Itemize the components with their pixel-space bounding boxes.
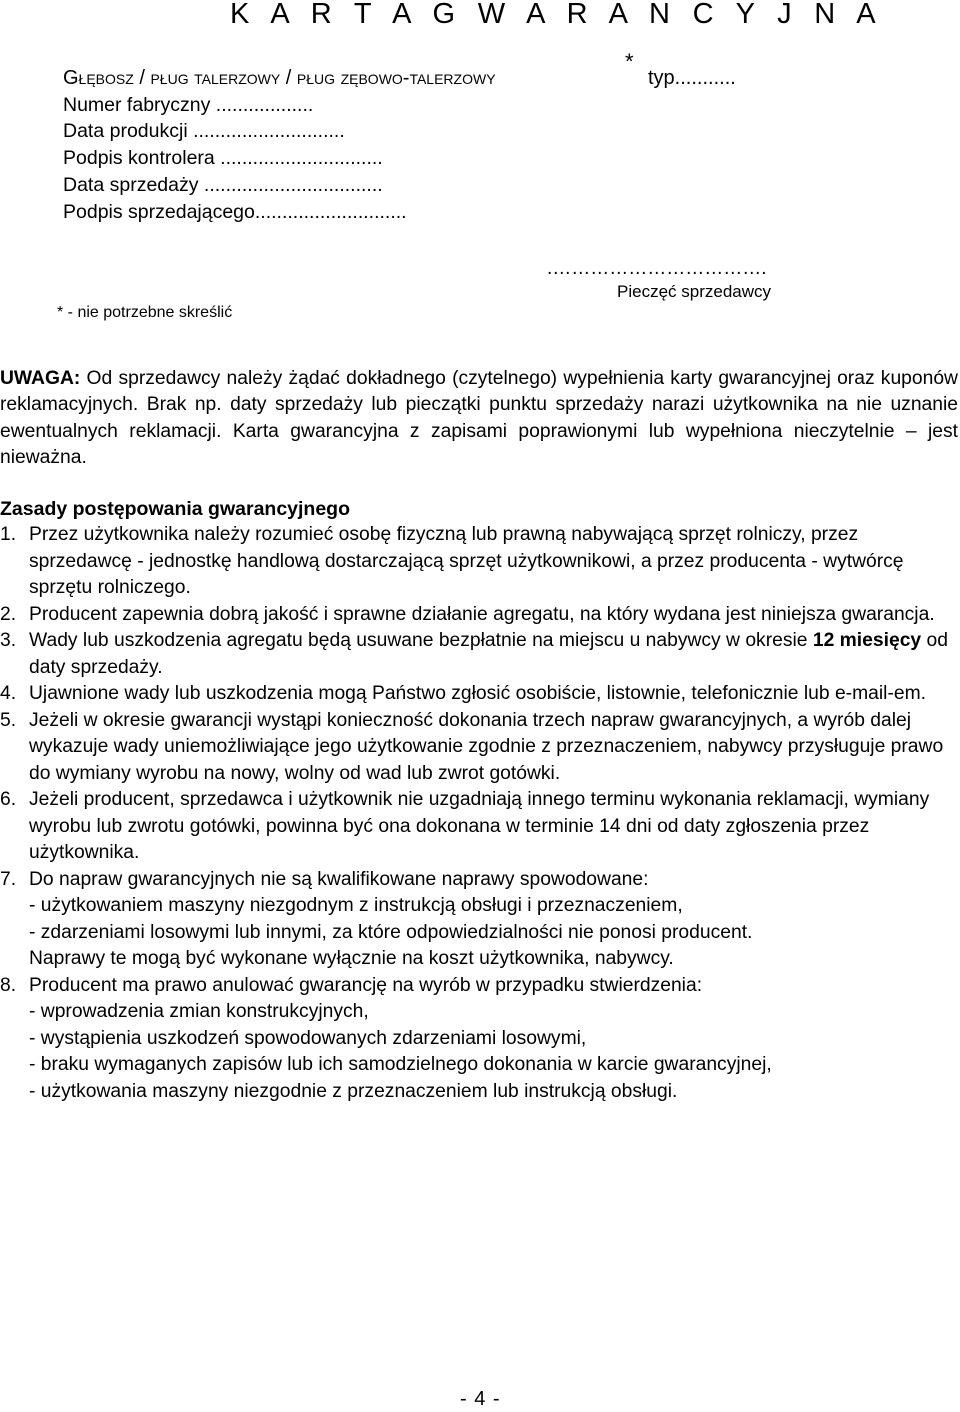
rule-subitem: Naprawy te mogą być wykonane wyłącznie na koszt użytkownika, nabywcy.	[29, 948, 674, 969]
rule-subitem: - użytkowaniem maszyny niezgodnym z instrukcją obsługi i przeznaczeniem,	[29, 895, 683, 916]
seller-signature-field: Podpis sprzedającego............................	[63, 201, 407, 223]
rule-number: 1.	[0, 524, 17, 545]
rule-text: Wady lub uszkodzenia agregatu będą usuwane bezpłatnie na miejscu u nabywcy w okresie	[29, 630, 813, 651]
rule-text: Do napraw gwarancyjnych nie są kwalifikowane naprawy spowodowane:	[29, 868, 649, 890]
rule-item	[0, 867, 958, 973]
seller-stamp-label: Pieczęć sprzedawcy	[617, 282, 772, 301]
rule-text: Ujawnione wady lub uszkodzenia mogą Państwo zgłosić osobiście, listownie, telefonicznie lub e-mail-em.	[29, 683, 927, 704]
warranty-rules-list	[0, 522, 958, 1105]
rule-subitem: - użytkowania maszyny niezgodnie z przeznaczeniem lub instrukcją obsługi.	[29, 1080, 678, 1102]
rule-text-end: od daty sprzedaży.	[29, 630, 948, 678]
sale-date-field: Data sprzedaży .................................	[63, 174, 383, 196]
warning-notice	[0, 366, 958, 471]
warning-label: UWAGA:	[0, 368, 81, 389]
warranty-period: 12 miesięcy	[812, 630, 922, 651]
product-name: Głębosz / pług talerzowy / pług zębowo-talerzowy	[63, 67, 496, 89]
rule-number: 2.	[0, 603, 17, 625]
rule-text: Jeżeli producent, sprzedawca i użytkownik nie uzgadniają innego terminu wykonania reklamacji, wymiany wyrobu lub zwrotu gotówki, powinna być ona dokonana w terminie 14 dni od daty zgłoszenia przez użytkownika.	[29, 789, 930, 863]
rule-subitem: - zdarzeniami losowymi lub innymi, za które odpowiedzialności nie ponosi producent.	[29, 921, 753, 943]
rule-number: 3.	[0, 630, 17, 651]
rule-text: Producent ma prawo anulować gwarancję na wyrób w przypadku stwierdzenia:	[29, 974, 703, 996]
rule-text: Przez użytkownika należy rozumieć osobę fizyczną lub prawną nabywającą sprzęt rolniczy, przez sprzedawcę - jednostkę handlową dostarczającą sprzęt użytkownikowi, a przez producenta - wytwórcę sprzętu rolniczego.	[29, 524, 904, 598]
rule-number: 4.	[0, 683, 17, 704]
strike-note: * - nie potrzebne skreślić	[57, 304, 233, 321]
rule-number: 6.	[0, 789, 17, 810]
page-number: - 4 -	[460, 1388, 501, 1410]
inspector-signature-field: Podpis kontrolera ..............................	[63, 147, 383, 169]
rule-subitem: - braku wymaganych zapisów lub ich samodzielnego dokonania w karcie gwarancyjnej,	[29, 1054, 772, 1075]
rule-number: 7.	[0, 868, 17, 890]
rule-item	[0, 681, 958, 708]
rule-item	[0, 628, 958, 681]
production-date-field: Data produkcji ............................	[63, 120, 345, 142]
rules-heading: Zasady postępowania gwarancyjnego	[0, 498, 351, 520]
warning-text: Od sprzedawcy należy żądać dokładnego (czytelnego) wypełnienia karty gwarancyjnej oraz kuponów reklamacyjnych. Brak np. daty sprzedaży lub pieczątki punktu sprzedaży narazi użytkownika na nie uznanie ewentualnych reklamacji. Karta gwarancyjna z zapisami poprawionymi lub wypełniona nieczytelnie – jest nieważna.	[0, 368, 958, 468]
product-type-field: typ...........	[648, 67, 736, 89]
rule-text: Producent zapewnia dobrą jakość i sprawne działanie agregatu, na który wydana jest niniejsza gwarancja.	[29, 603, 935, 625]
rule-item	[0, 787, 958, 867]
rule-item	[0, 708, 958, 788]
rule-item	[0, 973, 958, 1106]
seller-stamp-line: .…………………………….	[547, 258, 767, 279]
serial-number-field: Numer fabryczny ..................	[63, 94, 314, 116]
rule-number: 8.	[0, 974, 17, 996]
rule-subitem: - wystąpienia uszkodzeń spowodowanych zdarzeniami losowymi,	[29, 1027, 587, 1049]
page-title: K A R T A G W A R A N C Y J N A	[230, 0, 883, 30]
rule-item	[0, 602, 958, 629]
rule-number: 5.	[0, 709, 17, 731]
rule-subitem: - wprowadzenia zmian konstrukcyjnych,	[29, 1001, 369, 1022]
footnote-asterisk: *	[625, 49, 634, 74]
rule-text: Jeżeli w okresie gwarancji wystąpi konieczność dokonania trzech napraw gwarancyjnych, a wyrób dalej wykazuje wady uniemożliwiające jego użytkowanie zgodnie z przeznaczeniem, nabywcy przysługuje prawo do wymiany wyrobu na nowy, wolny od wad lub zwrot gotówki.	[29, 709, 944, 784]
rule-item	[0, 522, 958, 602]
